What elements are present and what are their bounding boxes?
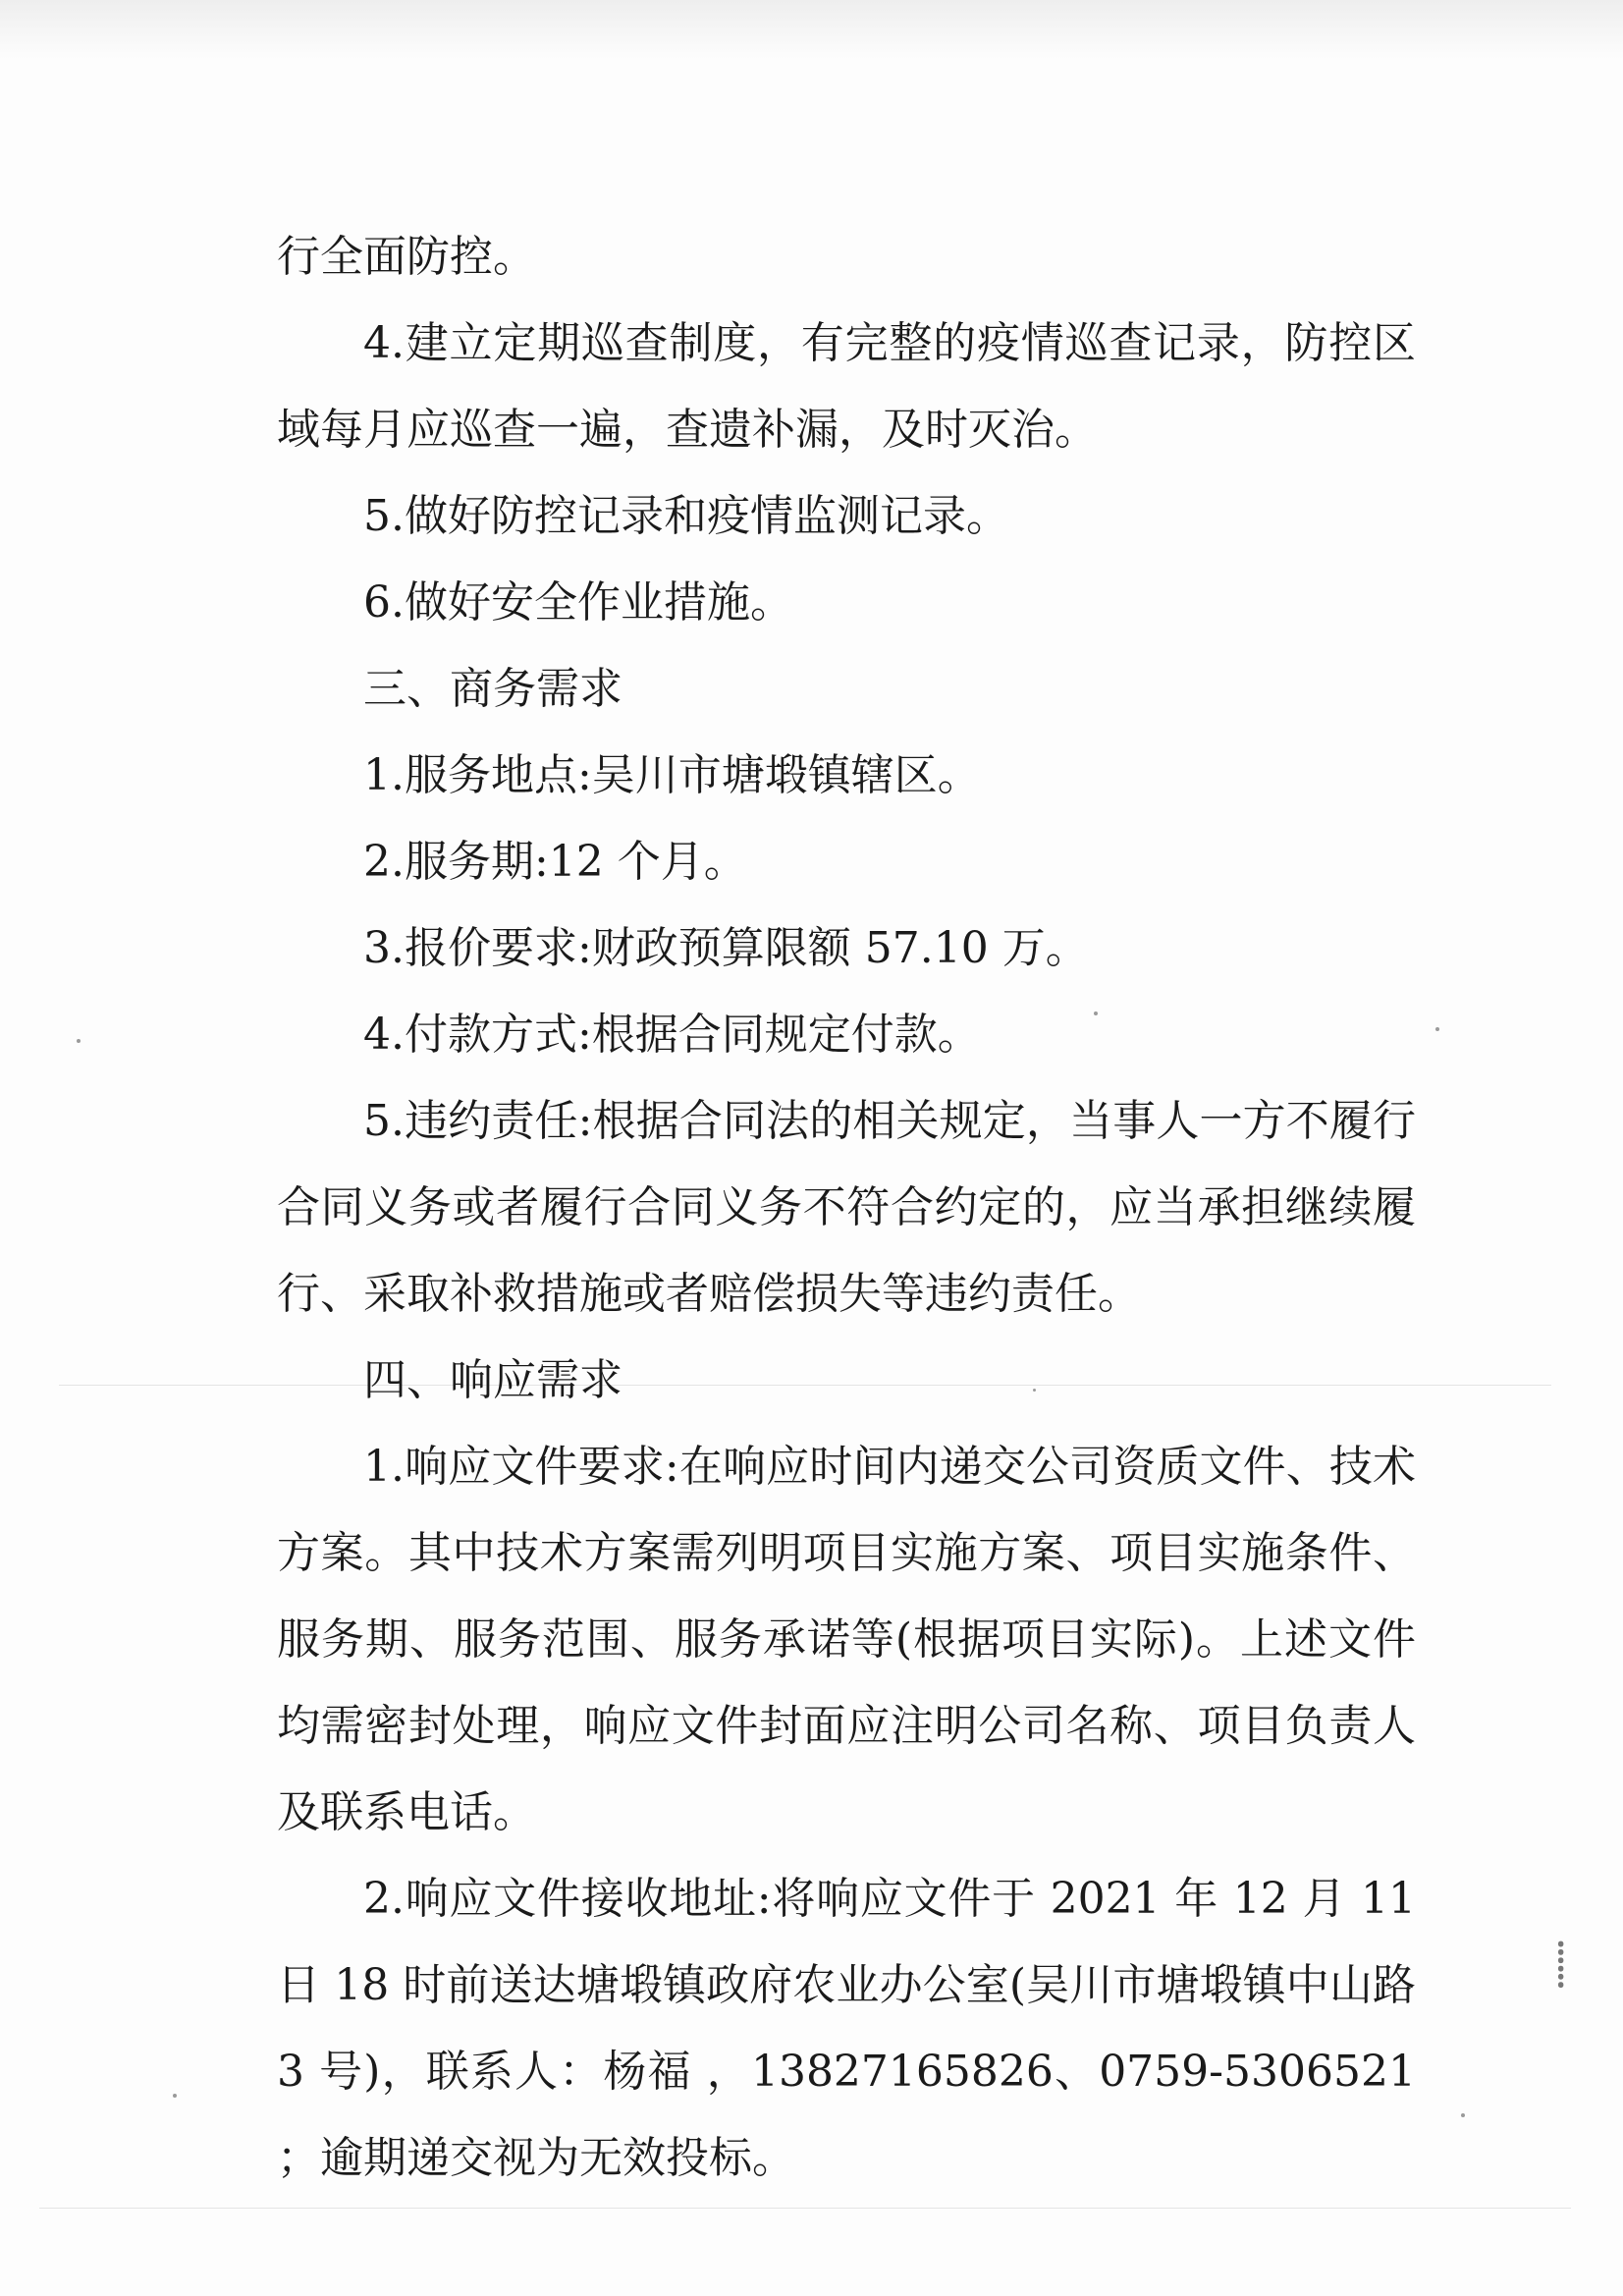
paragraph: 2.响应文件接收地址:将响应文件于 2021 年 12 月 11 日 18 时前送达塘塅镇政府农业办公室(吴川市塘塅镇中山路 3 号)，联系人：杨福 ，13827165826、0759-5306521 ；逾期递交视为无效投标。 (277, 1874, 1416, 2183)
section-heading-commercial: 三、商务需求 (363, 664, 622, 714)
scan-shadow-top (0, 0, 1623, 59)
scan-margin-mark: ⸽ (1555, 1940, 1567, 1990)
paragraph: 2.服务期:12 个月。 (363, 837, 747, 887)
paragraph: 1.服务地点:吴川市塘塅镇辖区。 (363, 750, 981, 800)
scan-speck (77, 1039, 81, 1043)
section-heading-response: 四、响应需求 (363, 1355, 622, 1405)
scan-artifact-line (39, 2208, 1571, 2209)
scan-speck (173, 2094, 177, 2098)
paragraph: 4.付款方式:根据合同规定付款。 (363, 1010, 981, 1060)
paragraph: 4.建立定期巡查制度，有完整的疫情巡查记录，防控区域每月应巡查一遍，查遗补漏，及时灭治。 (277, 318, 1416, 455)
paragraph: 3.报价要求:财政预算限额 57.10 万。 (363, 923, 1089, 973)
paragraph: 5.做好防控记录和疫情监测记录。 (363, 491, 1009, 541)
scan-speck (1461, 2113, 1465, 2117)
document-body (277, 214, 1416, 2202)
paragraph: 6.做好安全作业措施。 (363, 577, 793, 628)
paragraph: 行全面防控。 (277, 232, 536, 282)
paragraph: 5.违约责任:根据合同法的相关规定，当事人一方不履行合同义务或者履行合同义务不符合约定的，应当承担继续履行、采取补救措施或者赔偿损失等违约责任。 (277, 1096, 1416, 1319)
scan-speck (1435, 1027, 1439, 1031)
paragraph: 1.响应文件要求:在响应时间内递交公司资质文件、技术方案。其中技术方案需列明项目实施方案、项目实施条件、服务期、服务范围、服务承诺等(根据项目实际)。上述文件均需密封处理，响应文件封面应注明公司名称、项目负责人及联系电话。 (277, 1442, 1416, 1837)
